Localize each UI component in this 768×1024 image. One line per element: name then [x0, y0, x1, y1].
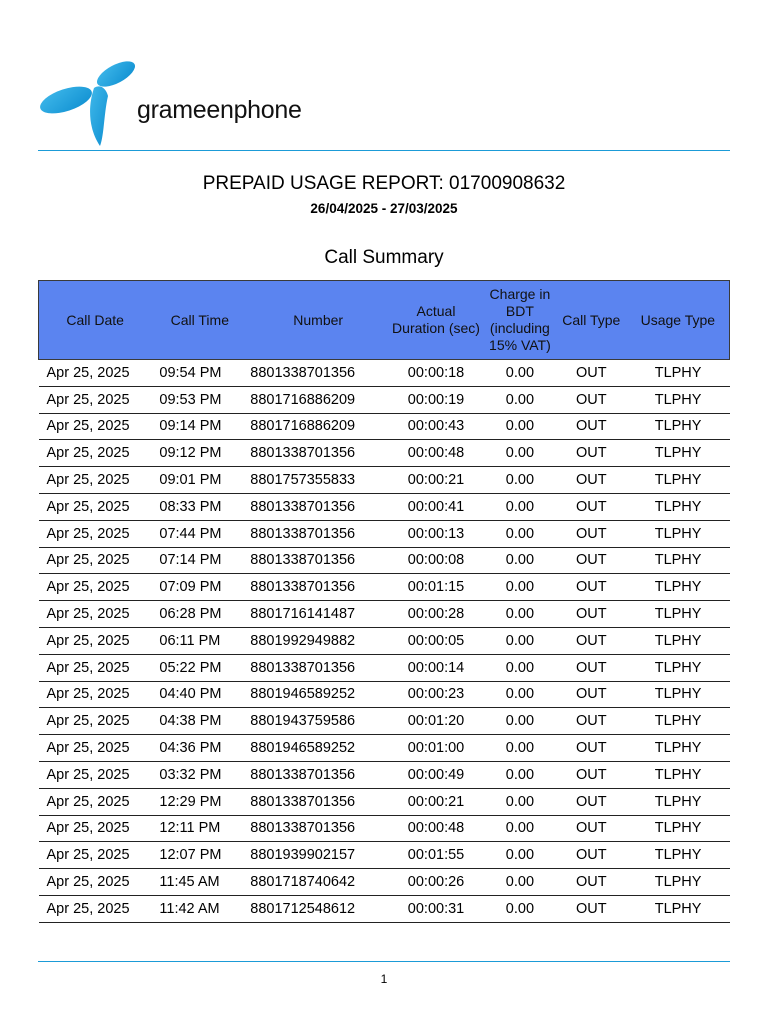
- cell-number: 8801338701356: [248, 547, 388, 574]
- cell-usage-type: TLPHY: [627, 413, 730, 440]
- cell-call-type: OUT: [556, 413, 627, 440]
- report-date-range: 26/04/2025 - 27/03/2025: [310, 201, 458, 216]
- cell-call-type: OUT: [556, 601, 627, 628]
- cell-call-type: OUT: [556, 574, 627, 601]
- brand-name: grameenphone: [137, 96, 302, 124]
- table-row: [39, 493, 730, 520]
- cell-duration: 00:00:23: [388, 681, 484, 708]
- cell-usage-type: TLPHY: [627, 601, 730, 628]
- cell-call-type: OUT: [556, 440, 627, 467]
- col-header-call-date: Call Date: [39, 281, 152, 360]
- cell-usage-type: TLPHY: [627, 360, 730, 387]
- cell-call-time: 09:54 PM: [151, 360, 248, 387]
- cell-call-time: 09:14 PM: [151, 413, 248, 440]
- cell-call-type: OUT: [556, 467, 627, 494]
- cell-charge: 0.00: [484, 788, 556, 815]
- cell-number: 8801338701356: [248, 761, 388, 788]
- cell-usage-type: TLPHY: [627, 574, 730, 601]
- cell-call-time: 06:11 PM: [151, 627, 248, 654]
- report-header: [38, 58, 730, 150]
- cell-call-type: OUT: [556, 547, 627, 574]
- cell-call-type: OUT: [556, 788, 627, 815]
- col-header-call-type: Call Type: [556, 281, 627, 360]
- cell-call-date: Apr 25, 2025: [39, 413, 152, 440]
- cell-call-time: 08:33 PM: [151, 493, 248, 520]
- cell-charge: 0.00: [484, 520, 556, 547]
- cell-charge: 0.00: [484, 440, 556, 467]
- cell-call-date: Apr 25, 2025: [39, 493, 152, 520]
- cell-call-type: OUT: [556, 815, 627, 842]
- cell-usage-type: TLPHY: [627, 708, 730, 735]
- cell-call-type: OUT: [556, 520, 627, 547]
- cell-call-time: 07:44 PM: [151, 520, 248, 547]
- cell-usage-type: TLPHY: [627, 842, 730, 869]
- col-header-usage-type: Usage Type: [627, 281, 730, 360]
- cell-call-date: Apr 25, 2025: [39, 627, 152, 654]
- table-row: [39, 869, 730, 896]
- col-header-call-time: Call Time: [151, 281, 248, 360]
- grameenphone-logo-icon: [38, 58, 138, 150]
- cell-call-date: Apr 25, 2025: [39, 761, 152, 788]
- cell-call-type: OUT: [556, 681, 627, 708]
- cell-call-type: OUT: [556, 869, 627, 896]
- table-header-row: [39, 281, 730, 360]
- section-title: Call Summary: [324, 247, 444, 268]
- cell-call-type: OUT: [556, 761, 627, 788]
- cell-number: 8801718740642: [248, 869, 388, 896]
- cell-call-date: Apr 25, 2025: [39, 654, 152, 681]
- cell-call-type: OUT: [556, 627, 627, 654]
- cell-call-type: OUT: [556, 735, 627, 762]
- cell-call-date: Apr 25, 2025: [39, 547, 152, 574]
- page-number: 1: [380, 972, 388, 986]
- cell-usage-type: TLPHY: [627, 788, 730, 815]
- cell-call-time: 04:40 PM: [151, 681, 248, 708]
- cell-duration: 00:01:00: [388, 735, 484, 762]
- cell-duration: 00:00:48: [388, 815, 484, 842]
- cell-number: 8801338701356: [248, 360, 388, 387]
- cell-duration: 00:00:43: [388, 413, 484, 440]
- cell-charge: 0.00: [484, 601, 556, 628]
- cell-number: 8801992949882: [248, 627, 388, 654]
- table-row: [39, 895, 730, 922]
- cell-usage-type: TLPHY: [627, 627, 730, 654]
- cell-charge: 0.00: [484, 547, 556, 574]
- cell-number: 8801338701356: [248, 788, 388, 815]
- table-row: [39, 547, 730, 574]
- cell-number: 8801943759586: [248, 708, 388, 735]
- cell-charge: 0.00: [484, 815, 556, 842]
- cell-call-date: Apr 25, 2025: [39, 895, 152, 922]
- cell-number: 8801338701356: [248, 440, 388, 467]
- col-header-number: Number: [248, 281, 388, 360]
- col-header-charge: Charge in BDT (including 15% VAT): [484, 281, 556, 360]
- cell-number: 8801338701356: [248, 654, 388, 681]
- col-header-duration: Actual Duration (sec): [388, 281, 484, 360]
- cell-call-type: OUT: [556, 842, 627, 869]
- table-row: [39, 708, 730, 735]
- cell-usage-type: TLPHY: [627, 467, 730, 494]
- cell-duration: 00:00:21: [388, 467, 484, 494]
- cell-duration: 00:00:13: [388, 520, 484, 547]
- cell-call-date: Apr 25, 2025: [39, 440, 152, 467]
- cell-number: 8801338701356: [248, 815, 388, 842]
- table-row: [39, 574, 730, 601]
- cell-duration: 00:00:21: [388, 788, 484, 815]
- cell-charge: 0.00: [484, 869, 556, 896]
- cell-duration: 00:00:41: [388, 493, 484, 520]
- table-row: [39, 386, 730, 413]
- cell-usage-type: TLPHY: [627, 895, 730, 922]
- cell-call-time: 06:28 PM: [151, 601, 248, 628]
- cell-usage-type: TLPHY: [627, 654, 730, 681]
- table-row: [39, 681, 730, 708]
- table-row: [39, 440, 730, 467]
- cell-duration: 00:00:28: [388, 601, 484, 628]
- call-summary-table: [38, 280, 730, 923]
- cell-call-time: 11:45 AM: [151, 869, 248, 896]
- table-row: [39, 360, 730, 387]
- cell-charge: 0.00: [484, 735, 556, 762]
- cell-charge: 0.00: [484, 467, 556, 494]
- cell-call-type: OUT: [556, 386, 627, 413]
- cell-duration: 00:00:49: [388, 761, 484, 788]
- table-row: [39, 520, 730, 547]
- cell-number: 8801757355833: [248, 467, 388, 494]
- table-row: [39, 735, 730, 762]
- cell-call-date: Apr 25, 2025: [39, 708, 152, 735]
- table-row: [39, 627, 730, 654]
- table-row: [39, 654, 730, 681]
- cell-call-time: 07:09 PM: [151, 574, 248, 601]
- cell-call-date: Apr 25, 2025: [39, 467, 152, 494]
- header-divider: [38, 150, 730, 151]
- cell-call-time: 09:01 PM: [151, 467, 248, 494]
- cell-usage-type: TLPHY: [627, 520, 730, 547]
- cell-call-date: Apr 25, 2025: [39, 601, 152, 628]
- table-row: [39, 467, 730, 494]
- report-title: PREPAID USAGE REPORT: 01700908632: [202, 173, 566, 194]
- cell-usage-type: TLPHY: [627, 869, 730, 896]
- cell-charge: 0.00: [484, 574, 556, 601]
- cell-call-date: Apr 25, 2025: [39, 788, 152, 815]
- cell-duration: 00:01:15: [388, 574, 484, 601]
- table-row: [39, 413, 730, 440]
- cell-call-type: OUT: [556, 895, 627, 922]
- table-row: [39, 815, 730, 842]
- cell-duration: 00:01:55: [388, 842, 484, 869]
- cell-charge: 0.00: [484, 842, 556, 869]
- cell-call-date: Apr 25, 2025: [39, 681, 152, 708]
- cell-duration: 00:00:31: [388, 895, 484, 922]
- cell-call-time: 12:11 PM: [151, 815, 248, 842]
- cell-charge: 0.00: [484, 386, 556, 413]
- table-row: [39, 601, 730, 628]
- cell-call-time: 09:53 PM: [151, 386, 248, 413]
- cell-number: 8801338701356: [248, 520, 388, 547]
- cell-duration: 00:00:48: [388, 440, 484, 467]
- table-row: [39, 761, 730, 788]
- cell-call-date: Apr 25, 2025: [39, 815, 152, 842]
- cell-usage-type: TLPHY: [627, 386, 730, 413]
- cell-charge: 0.00: [484, 360, 556, 387]
- cell-usage-type: TLPHY: [627, 735, 730, 762]
- cell-usage-type: TLPHY: [627, 440, 730, 467]
- cell-usage-type: TLPHY: [627, 547, 730, 574]
- cell-charge: 0.00: [484, 627, 556, 654]
- cell-usage-type: TLPHY: [627, 493, 730, 520]
- cell-call-time: 12:29 PM: [151, 788, 248, 815]
- cell-number: 8801712548612: [248, 895, 388, 922]
- cell-usage-type: TLPHY: [627, 761, 730, 788]
- cell-call-type: OUT: [556, 360, 627, 387]
- cell-duration: 00:00:14: [388, 654, 484, 681]
- cell-call-date: Apr 25, 2025: [39, 735, 152, 762]
- cell-call-time: 04:36 PM: [151, 735, 248, 762]
- footer-divider: [38, 961, 730, 962]
- cell-call-date: Apr 25, 2025: [39, 574, 152, 601]
- cell-duration: 00:01:20: [388, 708, 484, 735]
- cell-call-time: 11:42 AM: [151, 895, 248, 922]
- cell-duration: 00:00:08: [388, 547, 484, 574]
- cell-number: 8801939902157: [248, 842, 388, 869]
- cell-duration: 00:00:18: [388, 360, 484, 387]
- cell-call-time: 12:07 PM: [151, 842, 248, 869]
- cell-number: 8801716886209: [248, 386, 388, 413]
- cell-call-date: Apr 25, 2025: [39, 386, 152, 413]
- cell-charge: 0.00: [484, 895, 556, 922]
- cell-call-date: Apr 25, 2025: [39, 869, 152, 896]
- cell-usage-type: TLPHY: [627, 815, 730, 842]
- cell-call-type: OUT: [556, 654, 627, 681]
- cell-call-time: 04:38 PM: [151, 708, 248, 735]
- cell-call-time: 05:22 PM: [151, 654, 248, 681]
- cell-call-time: 09:12 PM: [151, 440, 248, 467]
- cell-call-time: 07:14 PM: [151, 547, 248, 574]
- cell-call-date: Apr 25, 2025: [39, 842, 152, 869]
- cell-call-time: 03:32 PM: [151, 761, 248, 788]
- table-row: [39, 788, 730, 815]
- cell-charge: 0.00: [484, 681, 556, 708]
- cell-number: 8801946589252: [248, 735, 388, 762]
- cell-charge: 0.00: [484, 708, 556, 735]
- cell-charge: 0.00: [484, 493, 556, 520]
- cell-usage-type: TLPHY: [627, 681, 730, 708]
- cell-duration: 00:00:26: [388, 869, 484, 896]
- cell-call-type: OUT: [556, 493, 627, 520]
- table-row: [39, 842, 730, 869]
- cell-charge: 0.00: [484, 761, 556, 788]
- cell-number: 8801716141487: [248, 601, 388, 628]
- cell-number: 8801716886209: [248, 413, 388, 440]
- cell-duration: 00:00:19: [388, 386, 484, 413]
- cell-number: 8801338701356: [248, 493, 388, 520]
- cell-number: 8801946589252: [248, 681, 388, 708]
- cell-number: 8801338701356: [248, 574, 388, 601]
- cell-call-type: OUT: [556, 708, 627, 735]
- cell-call-date: Apr 25, 2025: [39, 360, 152, 387]
- cell-charge: 0.00: [484, 654, 556, 681]
- cell-charge: 0.00: [484, 413, 556, 440]
- cell-duration: 00:00:05: [388, 627, 484, 654]
- cell-call-date: Apr 25, 2025: [39, 520, 152, 547]
